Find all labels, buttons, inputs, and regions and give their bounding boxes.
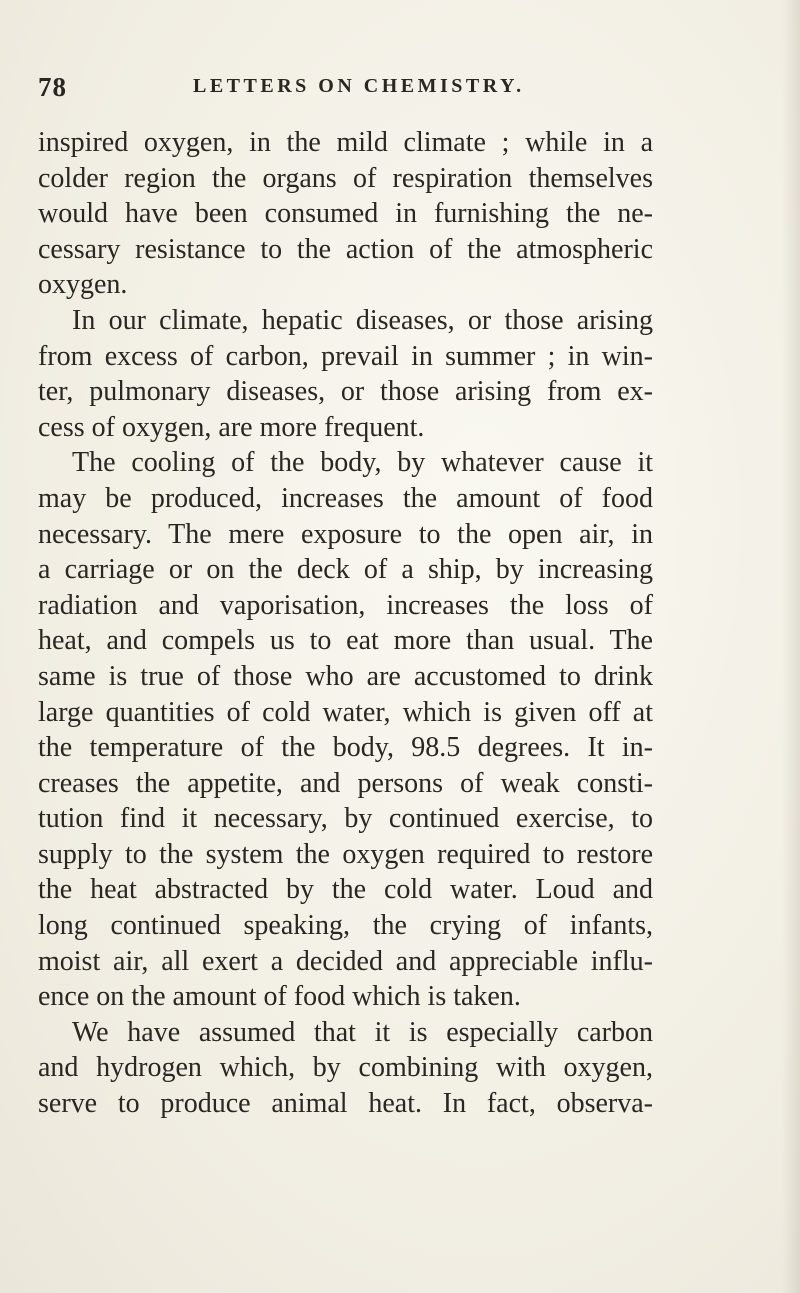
text-line: large quantities of cold water, which is given off at <box>38 696 653 728</box>
text-line: cessary resistance to the action of the atmospheric <box>38 233 653 265</box>
text-line: tution find it necessary, by continued exercise, to <box>38 803 653 835</box>
running-head: LETTERS ON CHEMISTRY. <box>193 75 525 97</box>
text-line: the heat abstracted by the cold water. Loud and <box>38 874 653 906</box>
text-line: We have assumed that it is especially carbon <box>72 1016 653 1048</box>
text-line: may be produced, increases the amount of food <box>38 482 653 514</box>
text-line: The cooling of the body, by whatever cause it <box>72 447 653 479</box>
text-line: creases the appetite, and persons of weak consti- <box>38 767 653 799</box>
text-line: the temperature of the body, 98.5 degrees. It in- <box>38 732 653 764</box>
text-line: same is true of those who are accustomed to drink <box>38 660 653 692</box>
page-number: 78 <box>38 72 67 102</box>
text-line: moist air, all exert a decided and appreciable influ- <box>38 945 653 977</box>
text-line: inspired oxygen, in the mild climate ; while in a <box>38 127 653 158</box>
text-line: serve to produce animal heat. In fact, observa- <box>38 1088 653 1120</box>
text-line: and hydrogen which, by combining with oxygen, <box>38 1052 653 1084</box>
text-line: In our climate, hepatic diseases, or those arising <box>72 304 653 336</box>
text-line: from excess of carbon, prevail in summer ; in win- <box>38 340 653 372</box>
text-line: supply to the system the oxygen required to restore <box>38 838 653 870</box>
text-line: colder region the organs of respiration themselves <box>38 162 653 194</box>
text-line: long continued speaking, the crying of infants, <box>38 910 653 942</box>
text-line: necessary. The mere exposure to the open air, in <box>38 518 653 550</box>
page-header <box>38 72 688 112</box>
text-line: ter, pulmonary diseases, or those arising from ex- <box>38 376 653 408</box>
text-line: heat, and compels us to eat more than usual. The <box>38 625 653 657</box>
text-line: radiation and vaporisation, increases the loss of <box>38 589 653 621</box>
page-edge-shadow <box>782 0 800 1293</box>
text-line: cess of oxygen, are more frequent. <box>38 411 425 443</box>
text-line: would have been consumed in furnishing the ne- <box>38 198 653 230</box>
text-line: a carriage or on the deck of a ship, by increasing <box>38 554 653 586</box>
text-line: oxygen. <box>38 269 128 301</box>
text-line: ence on the amount of food which is taken. <box>38 981 521 1013</box>
body-text <box>38 125 653 1122</box>
